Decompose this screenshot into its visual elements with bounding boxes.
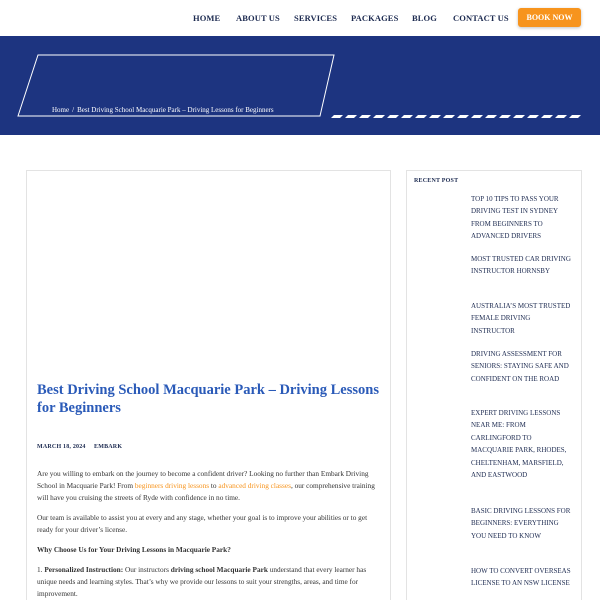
post-paragraph-team: Our team is available to assist you at every and any stage, whether your goal is to improve your abilities or to get ready for your driver’s license. — [37, 513, 368, 534]
post-thumbnail[interactable] — [412, 506, 464, 542]
list-item-keyword: driving school Macquarie Park — [170, 565, 268, 574]
beginners-lessons-link[interactable]: beginners driving lessons — [134, 481, 210, 490]
nav-blog[interactable]: BLOG — [412, 13, 437, 23]
hero-decoration — [0, 36, 600, 135]
post-thumbnail[interactable] — [412, 408, 464, 444]
list-item — [37, 564, 382, 600]
recent-post-link[interactable]: MOST TRUSTED CAR DRIVING INSTRUCTOR HORNSBY — [471, 255, 571, 276]
recent-post-link[interactable]: EXPERT DRIVING LESSONS NEAR ME: FROM CARLINGFORD TO MACQUARIE PARK, RHODES, CHELTENHAM, MARSFIELD, AND EASTWOOD — [471, 409, 567, 480]
intro-text-start: Are you willing to embark on the journey to become a confident driver? Looking no further than Embark Driving School in Macquarie Park! From — [37, 469, 369, 490]
nav-services[interactable]: SERVICES — [294, 13, 338, 23]
nav-contact-us[interactable]: CONTACT US — [453, 13, 509, 23]
breadcrumb-separator: / — [72, 106, 75, 114]
intro-text-end: , our comprehensive training will have you cruising the streets of Ryde with confidence in no time. — [37, 481, 375, 502]
post-thumbnail[interactable] — [412, 349, 464, 385]
post-thumbnail[interactable] — [412, 253, 464, 289]
list-item-text: Our instructors — [123, 565, 171, 574]
intro-text-mid: to — [209, 481, 219, 490]
page-hero-banner — [0, 36, 600, 135]
post-thumbnail[interactable] — [412, 301, 464, 337]
list-item-title: Personalized Instruction: — [44, 565, 124, 574]
recent-post-link[interactable]: BASIC DRIVING LESSONS FOR BEGINNERS: EVERYTHING YOU NEED TO KNOW — [471, 507, 571, 540]
breadcrumb — [52, 106, 277, 114]
post-title: Best Driving School Macquarie Park – Driving Lessons for Beginners — [37, 382, 379, 416]
post-thumbnail[interactable] — [412, 194, 464, 230]
recent-post-link[interactable]: TOP 10 TIPS TO PASS YOUR DRIVING TEST IN SYDNEY FROM BEGINNERS TO ADVANCED DRIVERS — [471, 195, 559, 241]
post-list — [37, 564, 382, 600]
recent-posts-heading: RECENT POST — [414, 178, 459, 184]
advanced-classes-link[interactable]: advanced driving classes — [218, 481, 291, 490]
post-date: MARCH 18, 2024 — [37, 444, 86, 450]
list-number: 1. — [37, 565, 43, 574]
recent-post-link[interactable]: HOW TO CONVERT OVERSEAS LICENSE TO AN NSW LICENSE — [471, 567, 571, 588]
post-paragraph-intro — [37, 468, 382, 504]
road-dash-line — [331, 115, 581, 118]
top-navigation — [0, 0, 600, 36]
nav-packages[interactable]: PACKAGES — [351, 13, 399, 23]
post-author[interactable]: EMBARK — [94, 444, 123, 450]
list-item-text-rest: understand that every learner has unique needs and learning styles. That’s why we provide our lessons to suit your strengths, areas, and time for improvement. — [37, 565, 367, 598]
recent-post-link[interactable]: AUSTRALIA’S MOST TRUSTED FEMALE DRIVING INSTRUCTOR — [471, 302, 571, 335]
breadcrumb-home-link[interactable]: Home — [52, 106, 70, 114]
recent-post-link[interactable]: DRIVING ASSESSMENT FOR SENIORS: STAYING SAFE AND CONFIDENT ON THE ROAD — [471, 350, 569, 383]
post-subheading-why: Why Choose Us for Your Driving Lessons in Macquarie Park? — [37, 545, 231, 554]
post-thumbnail[interactable] — [412, 566, 464, 600]
breadcrumb-current: Best Driving School Macquarie Park – Driving Lessons for Beginners — [77, 106, 274, 114]
nav-home[interactable]: HOME — [193, 13, 221, 23]
nav-about-us[interactable]: ABOUT US — [236, 13, 280, 23]
book-now-button[interactable]: BOOK NOW — [518, 8, 581, 27]
